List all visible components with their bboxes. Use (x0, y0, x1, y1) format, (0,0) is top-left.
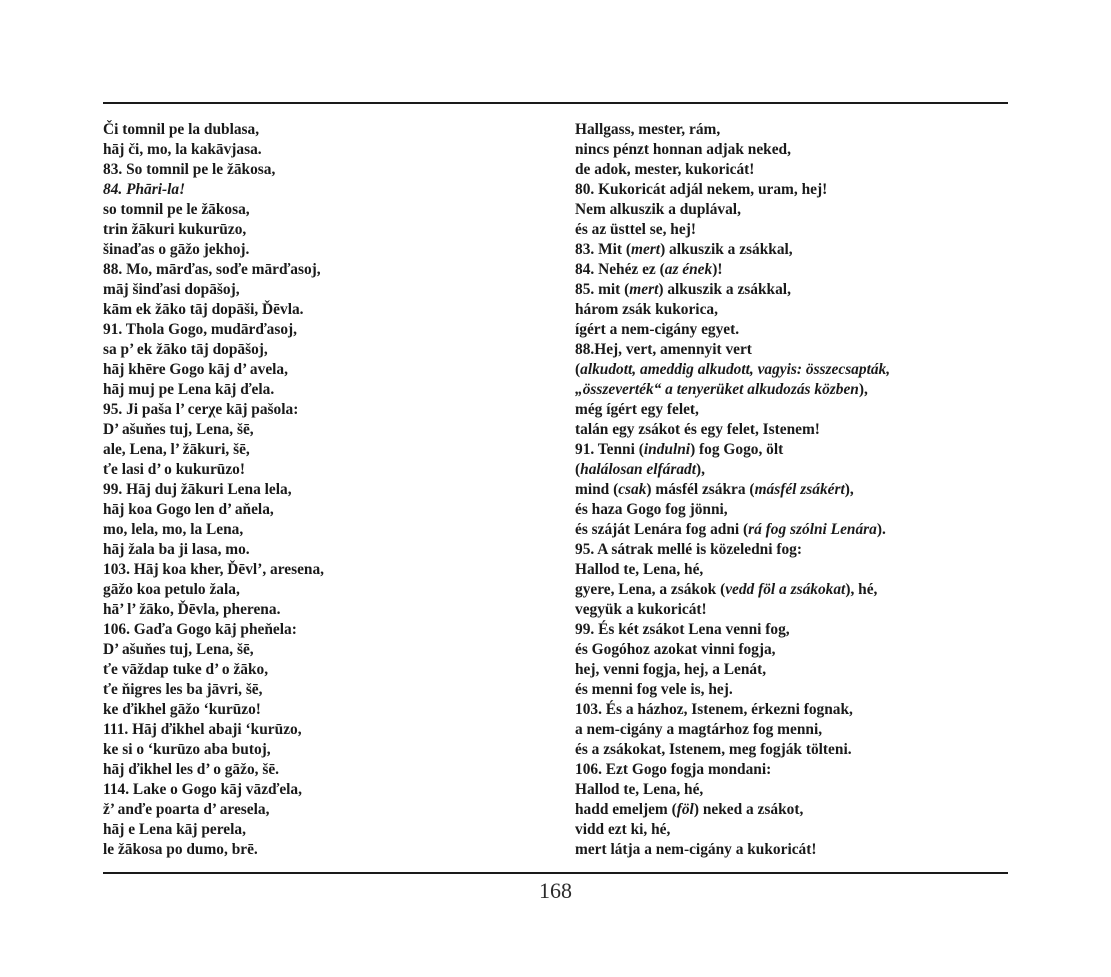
top-rule (103, 102, 1008, 104)
verse-line (103, 560, 543, 580)
italic-segment: föl (676, 801, 694, 818)
bottom-rule (103, 872, 1008, 874)
text-segment: Nem alkuszik a duplával, (575, 201, 741, 218)
text-segment: de adok, mester, kukoricát! (575, 161, 755, 178)
verse-line (103, 540, 543, 560)
verse-line (575, 760, 1005, 780)
verse-line (103, 780, 543, 800)
text-segment: hā’ l’ žāko, Ďēvla, pherena. (103, 601, 281, 618)
verse-line (103, 480, 543, 500)
verse-line (575, 340, 1005, 360)
italic-segment: az ének (664, 261, 713, 278)
italic-segment: 84. Phāri-la! (103, 181, 186, 198)
text-segment: hāj či, mo, la kakāvjasa. (103, 141, 262, 158)
verse-line (103, 240, 543, 260)
verse-line (575, 220, 1005, 240)
text-segment: három zsák kukorica, (575, 301, 718, 318)
verse-line (575, 300, 1005, 320)
italic-segment: vedd föl a zsákokat (725, 581, 846, 598)
text-segment: Hallod te, Lena, hé, (575, 781, 704, 798)
verse-line (103, 760, 543, 780)
text-segment: ž’ anďe poarta d’ aresela, (103, 801, 270, 818)
text-segment: le žākosa po dumo, brē. (103, 841, 258, 858)
italic-segment: csak (618, 481, 647, 498)
verse-line (575, 160, 1005, 180)
verse-line (103, 380, 543, 400)
text-segment: so tomnil pe le žākosa, (103, 201, 250, 218)
text-segment: ťe vāždap tuke d’ o žāko, (103, 661, 269, 678)
text-segment: ale, Lena, l’ žākuri, šē, (103, 441, 250, 458)
verse-line (575, 640, 1005, 660)
verse-line (103, 180, 543, 200)
text-segment: )! (712, 261, 723, 278)
verse-line (575, 780, 1005, 800)
text-segment: trin žākuri kukurūzo, (103, 221, 247, 238)
text-segment: Hallgass, mester, rám, (575, 121, 721, 138)
verse-line (575, 400, 1005, 420)
verse-line (103, 800, 543, 820)
text-segment: 83. So tomnil pe le žākosa, (103, 161, 276, 178)
text-segment: 84. Nehéz ez ( (575, 261, 665, 278)
text-segment: ígért a nem-cigány egyet. (575, 321, 740, 338)
text-segment: és száját Lenára fog adni ( (575, 521, 749, 538)
hungarian-translation-column (575, 120, 1005, 860)
verse-line (103, 660, 543, 680)
text-segment: talán egy zsákot és egy felet, Istenem! (575, 421, 820, 438)
verse-line (103, 680, 543, 700)
verse-line (575, 520, 1005, 540)
text-segment: ( (575, 361, 581, 378)
text-segment: 103. Hāj koa kher, Ďēvl’, aresena, (103, 561, 325, 578)
italic-segment: indulni (643, 441, 691, 458)
text-segment: ). (876, 521, 886, 538)
verse-line (103, 520, 543, 540)
verse-line (575, 120, 1005, 140)
text-segment: 106. Gaďa Gogo kāj pheňela: (103, 621, 297, 638)
verse-line (103, 260, 543, 280)
verse-line (575, 440, 1005, 460)
text-segment: mind ( (575, 481, 619, 498)
verse-line (575, 180, 1005, 200)
text-segment: még ígért egy felet, (575, 401, 699, 418)
verse-line (575, 260, 1005, 280)
italic-segment: „összeverték“ a tenyerüket alkudozás közben (575, 381, 859, 398)
text-segment: ťe ňigres les ba jāvri, šē, (103, 681, 263, 698)
verse-line (103, 400, 543, 420)
text-segment: hej, venni fogja, hej, a Lenát, (575, 661, 767, 678)
text-segment: és az üsttel se, hej! (575, 221, 696, 238)
text-segment: 88.Hej, vert, amennyit vert (575, 341, 752, 358)
verse-line (103, 740, 543, 760)
text-segment: D’ ašuňes tuj, Lena, šē, (103, 641, 254, 658)
verse-line (575, 140, 1005, 160)
text-segment: 91. Thola Gogo, mudārďasoj, (103, 321, 298, 338)
verse-line (103, 320, 543, 340)
verse-line (575, 420, 1005, 440)
text-segment: ke si o ‘kurūzo aba butoj, (103, 741, 271, 758)
verse-line (103, 580, 543, 600)
text-segment: ) alkuszik a zsákkal, (658, 281, 791, 298)
text-segment: 95. A sátrak mellé is közeledni fog: (575, 541, 802, 558)
page-number: 168 (539, 878, 572, 903)
text-segment: 83. Mit ( (575, 241, 631, 258)
text-segment: kām ek žāko tāj dopāši, Ďēvla. (103, 301, 304, 318)
text-segment: 85. mit ( (575, 281, 630, 298)
verse-line (575, 840, 1005, 860)
text-segment: gāžo koa petulo žala, (103, 581, 240, 598)
verse-line (103, 160, 543, 180)
verse-line (103, 220, 543, 240)
verse-line (103, 440, 543, 460)
italic-segment: mert (629, 281, 659, 298)
text-segment: mert látja a nem-cigány a kukoricát! (575, 841, 817, 858)
text-segment: hāj e Lena kāj perela, (103, 821, 246, 838)
italic-segment: rá fog szólni Lenára (748, 521, 877, 538)
verse-line (575, 200, 1005, 220)
text-segment: ) fog Gogo, ölt (690, 441, 784, 458)
verse-line (103, 620, 543, 640)
text-segment: a nem-cigány a magtárhoz fog menni, (575, 721, 823, 738)
verse-line (103, 280, 543, 300)
verse-line (103, 840, 543, 860)
verse-line (575, 240, 1005, 260)
italic-segment: másfél zsákért (754, 481, 845, 498)
text-segment: ) másfél zsákra ( (646, 481, 755, 498)
text-segment: vegyük a kukoricát! (575, 601, 707, 618)
text-segment: mo, lela, mo, la Lena, (103, 521, 244, 538)
text-segment: 91. Tenni ( (575, 441, 644, 458)
verse-line (575, 560, 1005, 580)
text-segment: és haza Gogo fog jönni, (575, 501, 728, 518)
verse-line (575, 700, 1005, 720)
text-segment: hāj ďikhel les d’ o gāžo, šē. (103, 761, 280, 778)
verse-line (103, 120, 543, 140)
verse-line (103, 460, 543, 480)
verse-line (575, 380, 1005, 400)
text-segment: D’ ašuňes tuj, Lena, šē, (103, 421, 254, 438)
verse-line (575, 620, 1005, 640)
text-segment: hāj khēre Gogo kāj d’ avela, (103, 361, 288, 378)
italic-segment: alkudott, ameddig alkudott, vagyis: összecsapták, (580, 361, 891, 378)
verse-line (575, 680, 1005, 700)
verse-line (575, 800, 1005, 820)
verse-line (575, 500, 1005, 520)
verse-line (103, 700, 543, 720)
text-segment: ( (575, 461, 581, 478)
italic-segment: mert (631, 241, 661, 258)
text-segment: hāj žala ba ji lasa, mo. (103, 541, 250, 558)
text-segment: Či tomnil pe la dublasa, (103, 121, 260, 138)
verse-line (103, 300, 543, 320)
romani-text-column (103, 120, 543, 860)
verse-line (575, 660, 1005, 680)
verse-line (575, 600, 1005, 620)
text-segment: nincs pénzt honnan adjak neked, (575, 141, 791, 158)
verse-line (575, 280, 1005, 300)
verse-line (575, 460, 1005, 480)
text-segment: ), hé, (845, 581, 878, 598)
verse-line (103, 420, 543, 440)
text-segment: ťe lasi d’ o kukurūzo! (103, 461, 245, 478)
verse-line (575, 820, 1005, 840)
text-segment: sa p’ ek žāko tāj dopāšoj, (103, 341, 268, 358)
text-segment: és a zsákokat, Istenem, meg fogják tölteni. (575, 741, 852, 758)
text-segment: Hallod te, Lena, hé, (575, 561, 704, 578)
verse-line (575, 540, 1005, 560)
verse-line (103, 640, 543, 660)
verse-line (103, 720, 543, 740)
verse-line (103, 360, 543, 380)
verse-line (575, 740, 1005, 760)
text-segment: māj šinďasi dopāšoj, (103, 281, 240, 298)
text-segment: ) neked a zsákot, (693, 801, 804, 818)
text-segment: hadd emeljem ( (575, 801, 677, 818)
text-segment: vidd ezt ki, hé, (575, 821, 671, 838)
text-segment: 88. Mo, mārďas, soďe mārďasoj, (103, 261, 321, 278)
text-segment: gyere, Lena, a zsákok ( (575, 581, 726, 598)
verse-line (575, 360, 1005, 380)
text-segment: hāj muj pe Lena kāj ďela. (103, 381, 275, 398)
text-segment: 80. Kukoricát adjál nekem, uram, hej! (575, 181, 828, 198)
verse-line (103, 140, 543, 160)
text-segment: hāj koa Gogo len d’ aňela, (103, 501, 274, 518)
text-segment: 111. Hāj ďikhel abaji ‘kurūzo, (103, 721, 302, 738)
italic-segment: halálosan elfáradt (580, 461, 697, 478)
text-segment: és Gogóhoz azokat vinni fogja, (575, 641, 776, 658)
text-segment: ), (858, 381, 868, 398)
verse-line (103, 820, 543, 840)
verse-line (103, 340, 543, 360)
text-segment: 99. Hāj duj žākuri Lena lela, (103, 481, 292, 498)
verse-line (103, 500, 543, 520)
text-segment: ke ďikhel gāžo ‘kurūzo! (103, 701, 261, 718)
text-segment: 114. Lake o Gogo kāj vāzďela, (103, 781, 302, 798)
verse-line (575, 580, 1005, 600)
verse-line (575, 480, 1005, 500)
text-segment: és menni fog vele is, hej. (575, 681, 733, 698)
verse-line (575, 720, 1005, 740)
text-segment: 103. És a házhoz, Istenem, érkezni fognak, (575, 701, 853, 718)
text-segment: ), (844, 481, 854, 498)
verse-line (103, 200, 543, 220)
text-segment: šinaďas o gāžo jekhoj. (103, 241, 250, 258)
verse-line (103, 600, 543, 620)
text-segment: ), (696, 461, 705, 478)
text-segment: ) alkuszik a zsákkal, (660, 241, 793, 258)
verse-line (575, 320, 1005, 340)
text-segment: 106. Ezt Gogo fogja mondani: (575, 761, 772, 778)
text-segment: 99. És két zsákot Lena venni fog, (575, 621, 790, 638)
text-segment: 95. Ji paša l’ cerχe kāj pašola: (103, 401, 299, 418)
